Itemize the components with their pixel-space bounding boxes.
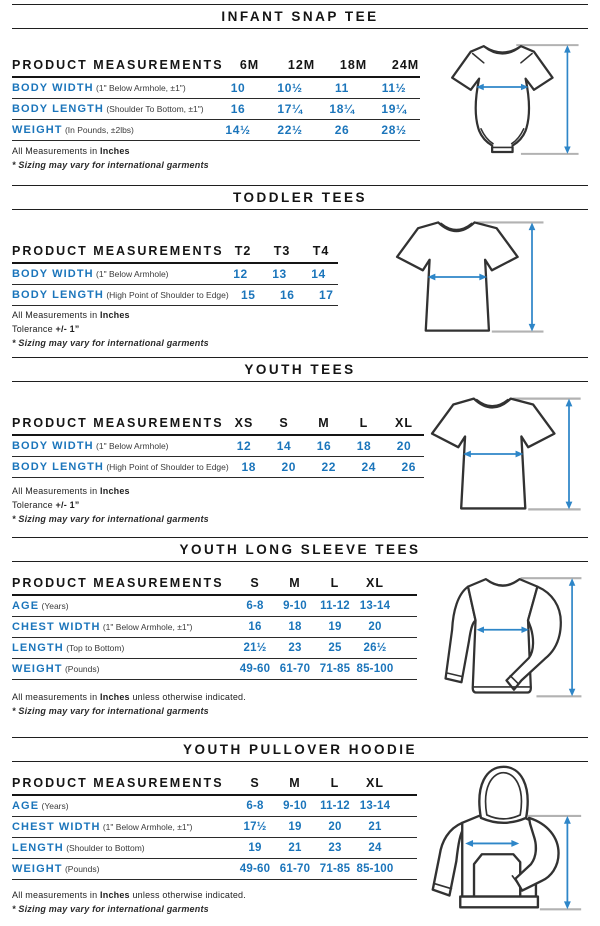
table-header-row: [12, 240, 338, 264]
measurement-row: [12, 436, 424, 457]
footnote-line: [12, 888, 412, 902]
measurement-name: LENGTH: [12, 842, 64, 854]
measurement-value: 21: [368, 821, 382, 833]
measurement-value: 16: [248, 621, 262, 633]
kangaroo-pocket-outline: [474, 854, 520, 896]
footnote-text: All measurements in: [12, 890, 101, 900]
size-column-header: XL: [395, 416, 413, 430]
footnote-text: Inches: [100, 890, 130, 900]
divider-rule: [12, 561, 588, 562]
measurement-value: 20: [281, 460, 296, 474]
measurements-header-label: PRODUCT MEASUREMENTS: [12, 776, 224, 790]
footnote-text: Inches: [100, 310, 130, 320]
footnote-text: Tolerance: [12, 500, 56, 510]
measurement-value: 14: [311, 267, 326, 281]
measurements-header-label: PRODUCT MEASUREMENTS: [12, 244, 224, 258]
measurement-name: BODY WIDTH: [12, 440, 94, 452]
measurement-row: [12, 285, 338, 306]
footnotes-toddler-tees: [12, 308, 412, 350]
footnote-line: [12, 498, 412, 512]
section-titlebar-toddler-tees: [12, 185, 588, 210]
measurement-row: [12, 838, 417, 859]
size-column-header: XS: [234, 416, 254, 430]
measurement-note: (Shoulder to Bottom): [63, 843, 145, 853]
youth-long-sleeve-tee-illustration: [424, 566, 588, 716]
measurement-value: 20: [328, 821, 342, 833]
measurement-value: 16: [279, 288, 295, 302]
measurement-name: BODY LENGTH: [12, 461, 104, 473]
measurement-label-cell: [12, 821, 235, 833]
measurement-value: 49-60: [239, 663, 271, 675]
measurement-value: 13-14: [359, 600, 391, 612]
footnote-line: [12, 158, 412, 172]
size-column-header: L: [359, 416, 369, 430]
measurement-note: (1" Below Armhole, ±1"): [100, 622, 193, 632]
measurement-name: CHEST WIDTH: [12, 621, 101, 633]
measurement-row: [12, 596, 417, 617]
footnote-line: [12, 902, 412, 916]
size-column-header: 18M: [339, 58, 368, 72]
measurement-value: 6-8: [246, 600, 264, 612]
section-title: YOUTH LONG SLEEVE TEES: [179, 542, 421, 557]
measurement-value: 21½: [243, 642, 267, 654]
section-title: YOUTH PULLOVER HOODIE: [182, 742, 417, 757]
size-column-header: S: [250, 776, 260, 790]
measurement-value: 85-100: [356, 863, 394, 875]
measurement-label-cell: [12, 289, 229, 301]
measurement-value: 10½: [277, 81, 303, 95]
measurements-header-label: PRODUCT MEASUREMENTS: [12, 416, 224, 430]
measurement-label-cell: [12, 124, 212, 136]
measurement-value: 14½: [225, 123, 251, 137]
measurement-label-cell: [12, 842, 235, 854]
measurement-row: [12, 264, 338, 285]
footnote-text: * Sizing may vary for international garments: [12, 514, 209, 524]
footnote-line: [12, 690, 412, 704]
measurement-label-cell: [12, 461, 229, 473]
measurement-note: (1" Below Armhole): [93, 269, 169, 279]
measurement-value: 61-70: [279, 863, 311, 875]
measurement-value: 61-70: [279, 663, 311, 675]
measurement-value: 26: [334, 123, 350, 137]
section-title: TODDLER TEES: [232, 190, 367, 205]
measurement-value: 14: [276, 439, 292, 453]
footnote-text: * Sizing may vary for international garments: [12, 904, 209, 914]
footnote-line: [12, 484, 412, 498]
section-title: YOUTH TEES: [244, 362, 356, 377]
size-column-header: L: [330, 776, 340, 790]
measurements-header-label: PRODUCT MEASUREMENTS: [12, 58, 224, 72]
measurement-row: [12, 457, 424, 478]
measurement-row: [12, 99, 420, 120]
measurement-label-cell: [12, 82, 212, 94]
toddler-tee-illustration: [383, 210, 547, 344]
measurement-value: 18: [356, 439, 372, 453]
measurement-name: BODY LENGTH: [12, 103, 104, 115]
measurements-table-infant-snap-tee: [12, 54, 420, 141]
measurement-note: (Years): [39, 601, 69, 611]
length-arrow: [564, 816, 571, 909]
footnote-text: * Sizing may vary for international garments: [12, 706, 209, 716]
measurement-name: WEIGHT: [12, 663, 63, 675]
measurements-table-youth-tees: [12, 412, 424, 478]
size-column-header: XL: [366, 576, 384, 590]
footnote-text: Inches: [100, 486, 130, 496]
measurement-value: 49-60: [239, 863, 271, 875]
measurement-name: AGE: [12, 800, 40, 812]
measurement-value: 22½: [277, 123, 303, 137]
section-titlebar-infant-snap-tee: [12, 4, 588, 29]
measurement-value: 19¼: [381, 102, 407, 116]
size-column-header: T3: [273, 244, 291, 258]
measurement-value: 26: [401, 460, 416, 474]
footnotes-infant-snap-tee: [12, 144, 412, 172]
measurement-row: [12, 796, 417, 817]
footnotes-youth-pullover-hoodie: [12, 888, 412, 916]
measurement-value: 16: [316, 439, 332, 453]
measurement-name: WEIGHT: [12, 863, 63, 875]
measurement-name: LENGTH: [12, 642, 64, 654]
measurement-value: 17¼: [277, 102, 303, 116]
measurement-value: 18: [288, 621, 302, 633]
measurement-value: 28½: [381, 123, 407, 137]
measurement-value: 19: [328, 621, 342, 633]
measurement-value: 11: [335, 81, 349, 95]
measurement-label-cell: [12, 103, 212, 115]
table-header-row: [12, 572, 417, 596]
table-header-row: [12, 54, 420, 78]
measurements-table-youth-long-sleeve-tees: [12, 572, 417, 680]
size-column-header: XL: [366, 776, 384, 790]
footnote-text: +/- 1”: [55, 500, 80, 510]
measurement-name: CHEST WIDTH: [12, 821, 101, 833]
measurement-note: (1" Below Armhole, ±1"): [93, 83, 186, 93]
measurement-value: 19: [248, 842, 262, 854]
measurement-value: 17½: [243, 821, 267, 833]
measurement-value: 26½: [363, 642, 387, 654]
body-length-arrow: [564, 45, 571, 154]
measurement-row: [12, 817, 417, 838]
footnote-text: * Sizing may vary for international garments: [12, 338, 209, 348]
measurement-label-cell: [12, 863, 235, 875]
measurement-value: 22: [321, 460, 336, 474]
measurement-value: 13: [272, 267, 287, 281]
measurement-value: 21: [288, 842, 302, 854]
measurement-value: 18: [241, 460, 256, 474]
size-column-header: T2: [234, 244, 252, 258]
measurement-value: 10: [230, 81, 246, 95]
measurement-value: 6-8: [246, 800, 264, 812]
measurement-label-cell: [12, 600, 235, 612]
measurement-row: [12, 859, 417, 880]
section-title: INFANT SNAP TEE: [221, 9, 379, 24]
measurement-value: 24: [368, 842, 382, 854]
infant-snap-tee-illustration: [428, 34, 586, 166]
measurement-label-cell: [12, 621, 235, 633]
body-length-arrow: [529, 222, 536, 331]
footnote-text: Tolerance: [12, 324, 56, 334]
measurement-value: 71-85: [319, 863, 351, 875]
measurement-value: 11-12: [320, 600, 350, 612]
size-column-header: 12M: [287, 58, 316, 72]
measurement-value: 11-12: [320, 800, 350, 812]
measurement-value: 23: [328, 842, 342, 854]
measurement-value: 20: [396, 439, 412, 453]
footnote-text: All Measurements in: [12, 310, 101, 320]
measurement-label-cell: [12, 663, 235, 675]
hem-band-outline: [460, 897, 538, 908]
measurement-row: [12, 120, 420, 141]
size-column-header: 6M: [239, 58, 260, 72]
footnote-line: [12, 512, 412, 526]
size-column-header: T4: [312, 244, 330, 258]
divider-rule: [12, 381, 588, 382]
measurements-table-youth-pullover-hoodie: [12, 772, 417, 880]
footnote-text: All measurements in: [12, 692, 101, 702]
length-arrow: [569, 578, 576, 696]
measurement-value: 9-10: [283, 800, 307, 812]
divider-rule: [12, 28, 588, 29]
size-column-header: 24M: [391, 58, 420, 72]
footnote-text: Inches: [100, 692, 130, 702]
measurement-note: (High Point of Shoulder to Edge): [103, 290, 229, 300]
measurement-label-cell: [12, 268, 221, 280]
measurement-row: [12, 659, 417, 680]
measurement-name: AGE: [12, 600, 40, 612]
measurements-table-toddler-tees: [12, 240, 338, 306]
size-column-header: S: [250, 576, 260, 590]
footnote-text: unless otherwise indicated.: [129, 890, 246, 900]
footnote-text: Inches: [100, 146, 130, 156]
measurement-name: BODY WIDTH: [12, 268, 94, 280]
size-column-header: M: [289, 576, 301, 590]
size-column-header: M: [289, 776, 301, 790]
garment-outline: [452, 46, 552, 152]
measurement-value: 16: [230, 102, 246, 116]
measurement-name: BODY WIDTH: [12, 82, 94, 94]
size-column-header: L: [330, 576, 340, 590]
measurement-value: 85-100: [356, 663, 394, 675]
measurement-note: (Pounds): [62, 864, 100, 874]
measurement-note: (In Pounds, ±2lbs): [62, 125, 134, 135]
size-column-header: M: [318, 416, 330, 430]
measurement-value: 11½: [381, 81, 407, 95]
measurement-value: 71-85: [319, 663, 351, 675]
measurement-note: (High Point of Shoulder to Edge): [103, 462, 229, 472]
section-titlebar-youth-tees: [12, 357, 588, 382]
measurement-note: (1" Below Armhole, ±1"): [100, 822, 193, 832]
footnote-line: [12, 308, 412, 322]
measurement-note: (Shoulder To Bottom, ±1"): [103, 104, 204, 114]
measurement-value: 25: [328, 642, 342, 654]
footnote-text: All Measurements in: [12, 486, 101, 496]
youth-pullover-hoodie-illustration: [418, 758, 590, 922]
measurement-value: 15: [240, 288, 256, 302]
measurement-value: 19: [288, 821, 302, 833]
youth-tee-illustration: [418, 386, 584, 522]
footnote-text: * Sizing may vary for international garments: [12, 160, 209, 170]
measurement-name: WEIGHT: [12, 124, 63, 136]
measurement-value: 24: [361, 460, 376, 474]
measurement-row: [12, 617, 417, 638]
measurement-note: (Years): [39, 801, 69, 811]
measurement-value: 17: [318, 288, 334, 302]
size-column-header: S: [279, 416, 289, 430]
body-length-arrow: [566, 399, 573, 510]
footnote-line: [12, 704, 412, 718]
measurement-value: 12: [233, 267, 248, 281]
footnotes-youth-long-sleeve-tees: [12, 690, 412, 718]
table-header-row: [12, 412, 424, 436]
measurement-value: 18¼: [329, 102, 355, 116]
measurement-row: [12, 638, 417, 659]
measurement-note: (Pounds): [62, 664, 100, 674]
measurement-label-cell: [12, 800, 235, 812]
measurement-value: 23: [288, 642, 302, 654]
measurements-header-label: PRODUCT MEASUREMENTS: [12, 576, 224, 590]
measurement-value: 20: [368, 621, 382, 633]
footnotes-youth-tees: [12, 484, 412, 526]
footnote-text: +/- 1”: [55, 324, 80, 334]
measurement-note: (1" Below Armhole): [93, 441, 169, 451]
measurement-value: 9-10: [283, 600, 307, 612]
footnote-line: [12, 144, 412, 158]
footnote-line: [12, 336, 412, 350]
measurement-name: BODY LENGTH: [12, 289, 104, 301]
measurement-value: 13-14: [359, 800, 391, 812]
measurement-row: [12, 78, 420, 99]
footnote-text: All Measurements in: [12, 146, 101, 156]
footnote-text: unless otherwise indicated.: [129, 692, 246, 702]
table-header-row: [12, 772, 417, 796]
measurement-label-cell: [12, 642, 235, 654]
measurement-label-cell: [12, 440, 224, 452]
measurement-note: (Top to Bottom): [63, 643, 125, 653]
measurement-value: 12: [236, 439, 252, 453]
section-titlebar-youth-long-sleeve-tees: [12, 537, 588, 562]
footnote-line: [12, 322, 412, 336]
